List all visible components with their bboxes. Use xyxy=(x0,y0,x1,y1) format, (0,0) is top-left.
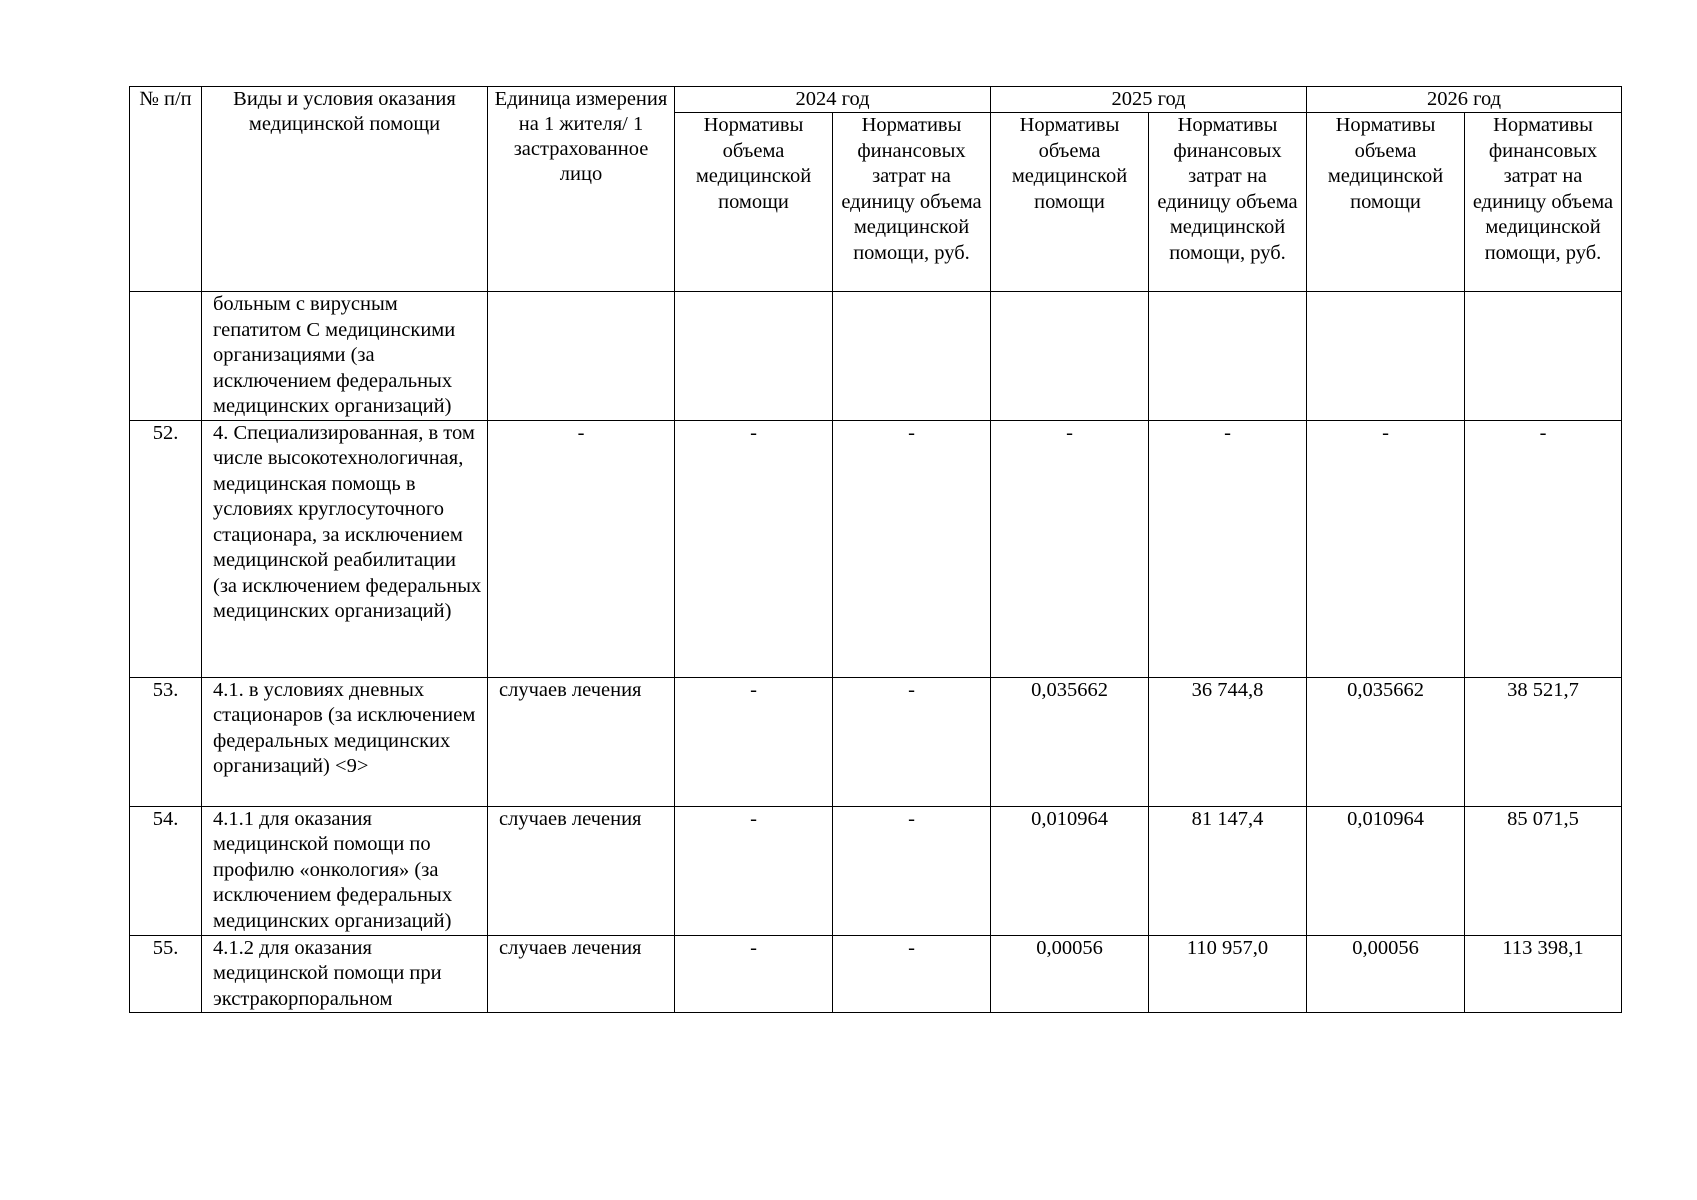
header-year-2024: 2024 год xyxy=(675,87,991,113)
row-volume-2025: 0,035662 xyxy=(991,677,1149,806)
row-volume-2024: - xyxy=(675,935,833,1013)
row-cost-2026: - xyxy=(1465,420,1622,677)
row-cost-2024: - xyxy=(833,420,991,677)
row-unit: - xyxy=(488,420,675,677)
row-volume-2024: - xyxy=(675,677,833,806)
row-number: 52. xyxy=(130,420,202,677)
row-cost-2024: - xyxy=(833,935,991,1013)
row-cost-2026: 85 071,5 xyxy=(1465,806,1622,935)
row-cost-2025: 110 957,0 xyxy=(1149,935,1307,1013)
row-volume-2026: - xyxy=(1307,420,1465,677)
row-cost-2026 xyxy=(1465,292,1622,421)
table-row xyxy=(130,935,1622,1013)
row-volume-2024: - xyxy=(675,806,833,935)
header-year-2026: 2026 год xyxy=(1307,87,1622,113)
row-cost-2024: - xyxy=(833,806,991,935)
row-volume-2024: - xyxy=(675,420,833,677)
row-volume-2026: 0,035662 xyxy=(1307,677,1465,806)
row-care-type: больным с вирусным гепатитом С медицинскими организациями (за исключением федеральных медицинских организаций) xyxy=(202,292,488,421)
row-cost-2025: - xyxy=(1149,420,1307,677)
table-row xyxy=(130,806,1622,935)
row-volume-2024 xyxy=(675,292,833,421)
row-unit: случаев лечения xyxy=(488,677,675,806)
row-volume-2026: 0,010964 xyxy=(1307,806,1465,935)
table-row xyxy=(130,677,1622,806)
row-volume-2025: - xyxy=(991,420,1149,677)
table-body xyxy=(130,292,1622,1013)
header-number: № п/п xyxy=(130,87,202,292)
row-number: 55. xyxy=(130,935,202,1013)
row-care-type: 4.1. в условиях дневных стационаров (за исключением федеральных медицинских организаций) <9> xyxy=(202,677,488,806)
row-care-type: 4. Специализированная, в том числе высокотехнологичная, медицинская помощь в условиях круглосуточного стационара, за исключением медицинской реабилитации (за исключением федеральных медицинских организаций) xyxy=(202,420,488,677)
row-number xyxy=(130,292,202,421)
header-cost-2025: Нормативы финансовых затрат на единицу объема медицинской помощи, руб. xyxy=(1149,113,1307,292)
header-volume-2025: Нормативы объема медицинской помощи xyxy=(991,113,1149,292)
header-year-2025: 2025 год xyxy=(991,87,1307,113)
row-number: 53. xyxy=(130,677,202,806)
normatives-table xyxy=(129,86,1622,1013)
row-cost-2025: 36 744,8 xyxy=(1149,677,1307,806)
row-cost-2025 xyxy=(1149,292,1307,421)
table-row xyxy=(130,420,1622,677)
header-cost-2024: Нормативы финансовых затрат на единицу объема медицинской помощи, руб. xyxy=(833,113,991,292)
table-header xyxy=(130,87,1622,292)
row-volume-2026 xyxy=(1307,292,1465,421)
row-cost-2026: 113 398,1 xyxy=(1465,935,1622,1013)
row-cost-2025: 81 147,4 xyxy=(1149,806,1307,935)
header-unit: Единица измерения на 1 жителя/ 1 застрахованное лицо xyxy=(488,87,675,292)
header-volume-2026: Нормативы объема медицинской помощи xyxy=(1307,113,1465,292)
header-volume-2024: Нормативы объема медицинской помощи xyxy=(675,113,833,292)
row-unit: случаев лечения xyxy=(488,806,675,935)
row-cost-2024: - xyxy=(833,677,991,806)
row-cost-2026: 38 521,7 xyxy=(1465,677,1622,806)
row-number: 54. xyxy=(130,806,202,935)
table-row xyxy=(130,292,1622,421)
row-volume-2025: 0,010964 xyxy=(991,806,1149,935)
header-cost-2026: Нормативы финансовых затрат на единицу объема медицинской помощи, руб. xyxy=(1465,113,1622,292)
row-cost-2024 xyxy=(833,292,991,421)
header-care-type: Виды и условия оказания медицинской помощи xyxy=(202,87,488,292)
row-volume-2025: 0,00056 xyxy=(991,935,1149,1013)
row-unit xyxy=(488,292,675,421)
row-volume-2025 xyxy=(991,292,1149,421)
row-care-type: 4.1.1 для оказания медицинской помощи по профилю «онкология» (за исключением федеральных медицинских организаций) xyxy=(202,806,488,935)
row-volume-2026: 0,00056 xyxy=(1307,935,1465,1013)
row-care-type: 4.1.2 для оказания медицинской помощи при экстракорпоральном xyxy=(202,935,488,1013)
row-unit: случаев лечения xyxy=(488,935,675,1013)
